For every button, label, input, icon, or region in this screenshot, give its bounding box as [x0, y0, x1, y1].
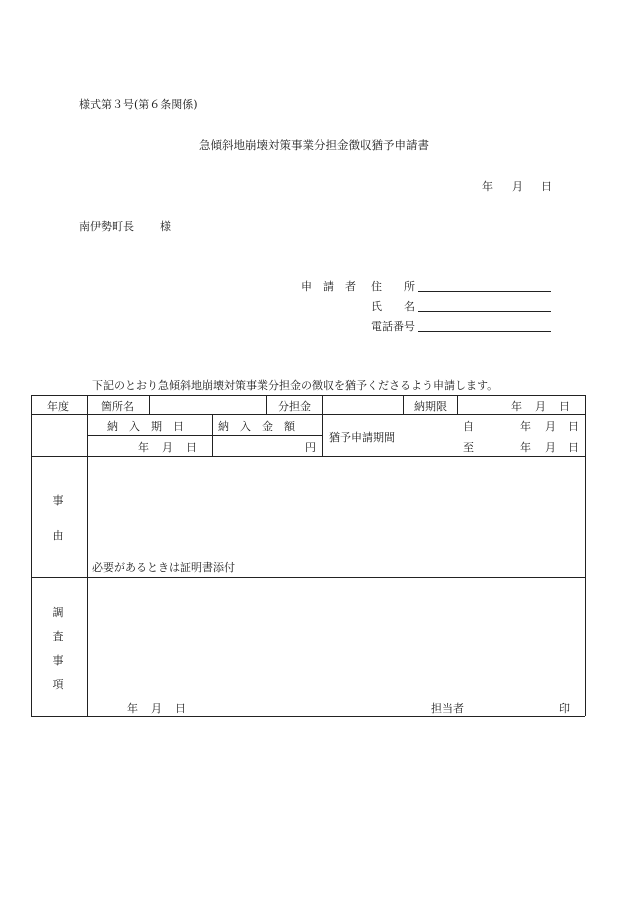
deadline-month: 月	[535, 400, 546, 413]
deadline-day: 日	[559, 400, 570, 413]
deadline-label: 納期限	[414, 400, 447, 413]
address-field[interactable]	[418, 278, 551, 292]
payment-date-label: 納 入 期 日	[107, 420, 184, 433]
investigation-day: 日	[175, 702, 186, 715]
date-day: 日	[541, 180, 552, 193]
fiscal-year-label: 年度	[47, 400, 69, 413]
document-title: 急傾斜地崩壊対策事業分担金徴収猶予申請書	[199, 138, 429, 152]
address-label: 住 所	[371, 280, 415, 293]
to-year: 年	[520, 441, 531, 454]
investigation-year: 年	[127, 702, 138, 715]
reason-note: 必要があるときは証明書添付	[92, 561, 235, 574]
location-field[interactable]	[151, 398, 263, 411]
phone-label: 電話番号	[371, 320, 415, 333]
share-label: 分担金	[278, 400, 311, 413]
applicant-label: 申 請 者	[301, 280, 356, 293]
from-day: 日	[568, 420, 579, 433]
addressee: 南伊勢町長	[79, 220, 134, 233]
deferral-period-label: 猶予申請期間	[329, 431, 395, 444]
period-from: 自	[463, 420, 474, 433]
date-year: 年	[482, 180, 493, 193]
payment-year: 年	[138, 441, 149, 454]
phone-field[interactable]	[418, 318, 551, 332]
payment-amount-label: 納 入 金 額	[218, 420, 295, 433]
location-label: 箇所名	[101, 400, 134, 413]
seal-mark: 印	[559, 702, 570, 715]
investigation-month: 月	[151, 702, 162, 715]
investigation-label-1: 調	[52, 606, 64, 619]
form-number: 様式第３号(第６条関係)	[79, 98, 198, 111]
addressee-suffix: 様	[160, 220, 171, 233]
payment-day: 日	[186, 441, 197, 454]
payment-month: 月	[162, 441, 173, 454]
investigation-label-2: 査	[52, 630, 64, 643]
from-year: 年	[520, 420, 531, 433]
reason-label-2: 由	[52, 529, 64, 542]
intro-text: 下記のとおり急傾斜地崩壊対策事業分担金の徴収を猶予くださるよう申請します。	[92, 379, 499, 392]
name-label: 氏 名	[371, 300, 415, 313]
investigation-label-4: 項	[52, 678, 64, 691]
officer-label: 担当者	[431, 702, 464, 715]
date-month: 月	[512, 180, 523, 193]
reason-label-1: 事	[52, 494, 64, 507]
to-month: 月	[545, 441, 556, 454]
yen-unit: 円	[305, 441, 316, 454]
share-field[interactable]	[324, 398, 400, 411]
investigation-field[interactable]	[89, 579, 583, 694]
from-month: 月	[545, 420, 556, 433]
investigation-label-3: 事	[52, 654, 64, 667]
period-to: 至	[463, 441, 474, 454]
name-field[interactable]	[418, 298, 551, 312]
deadline-year: 年	[511, 400, 522, 413]
to-day: 日	[568, 441, 579, 454]
reason-field[interactable]	[89, 458, 583, 554]
